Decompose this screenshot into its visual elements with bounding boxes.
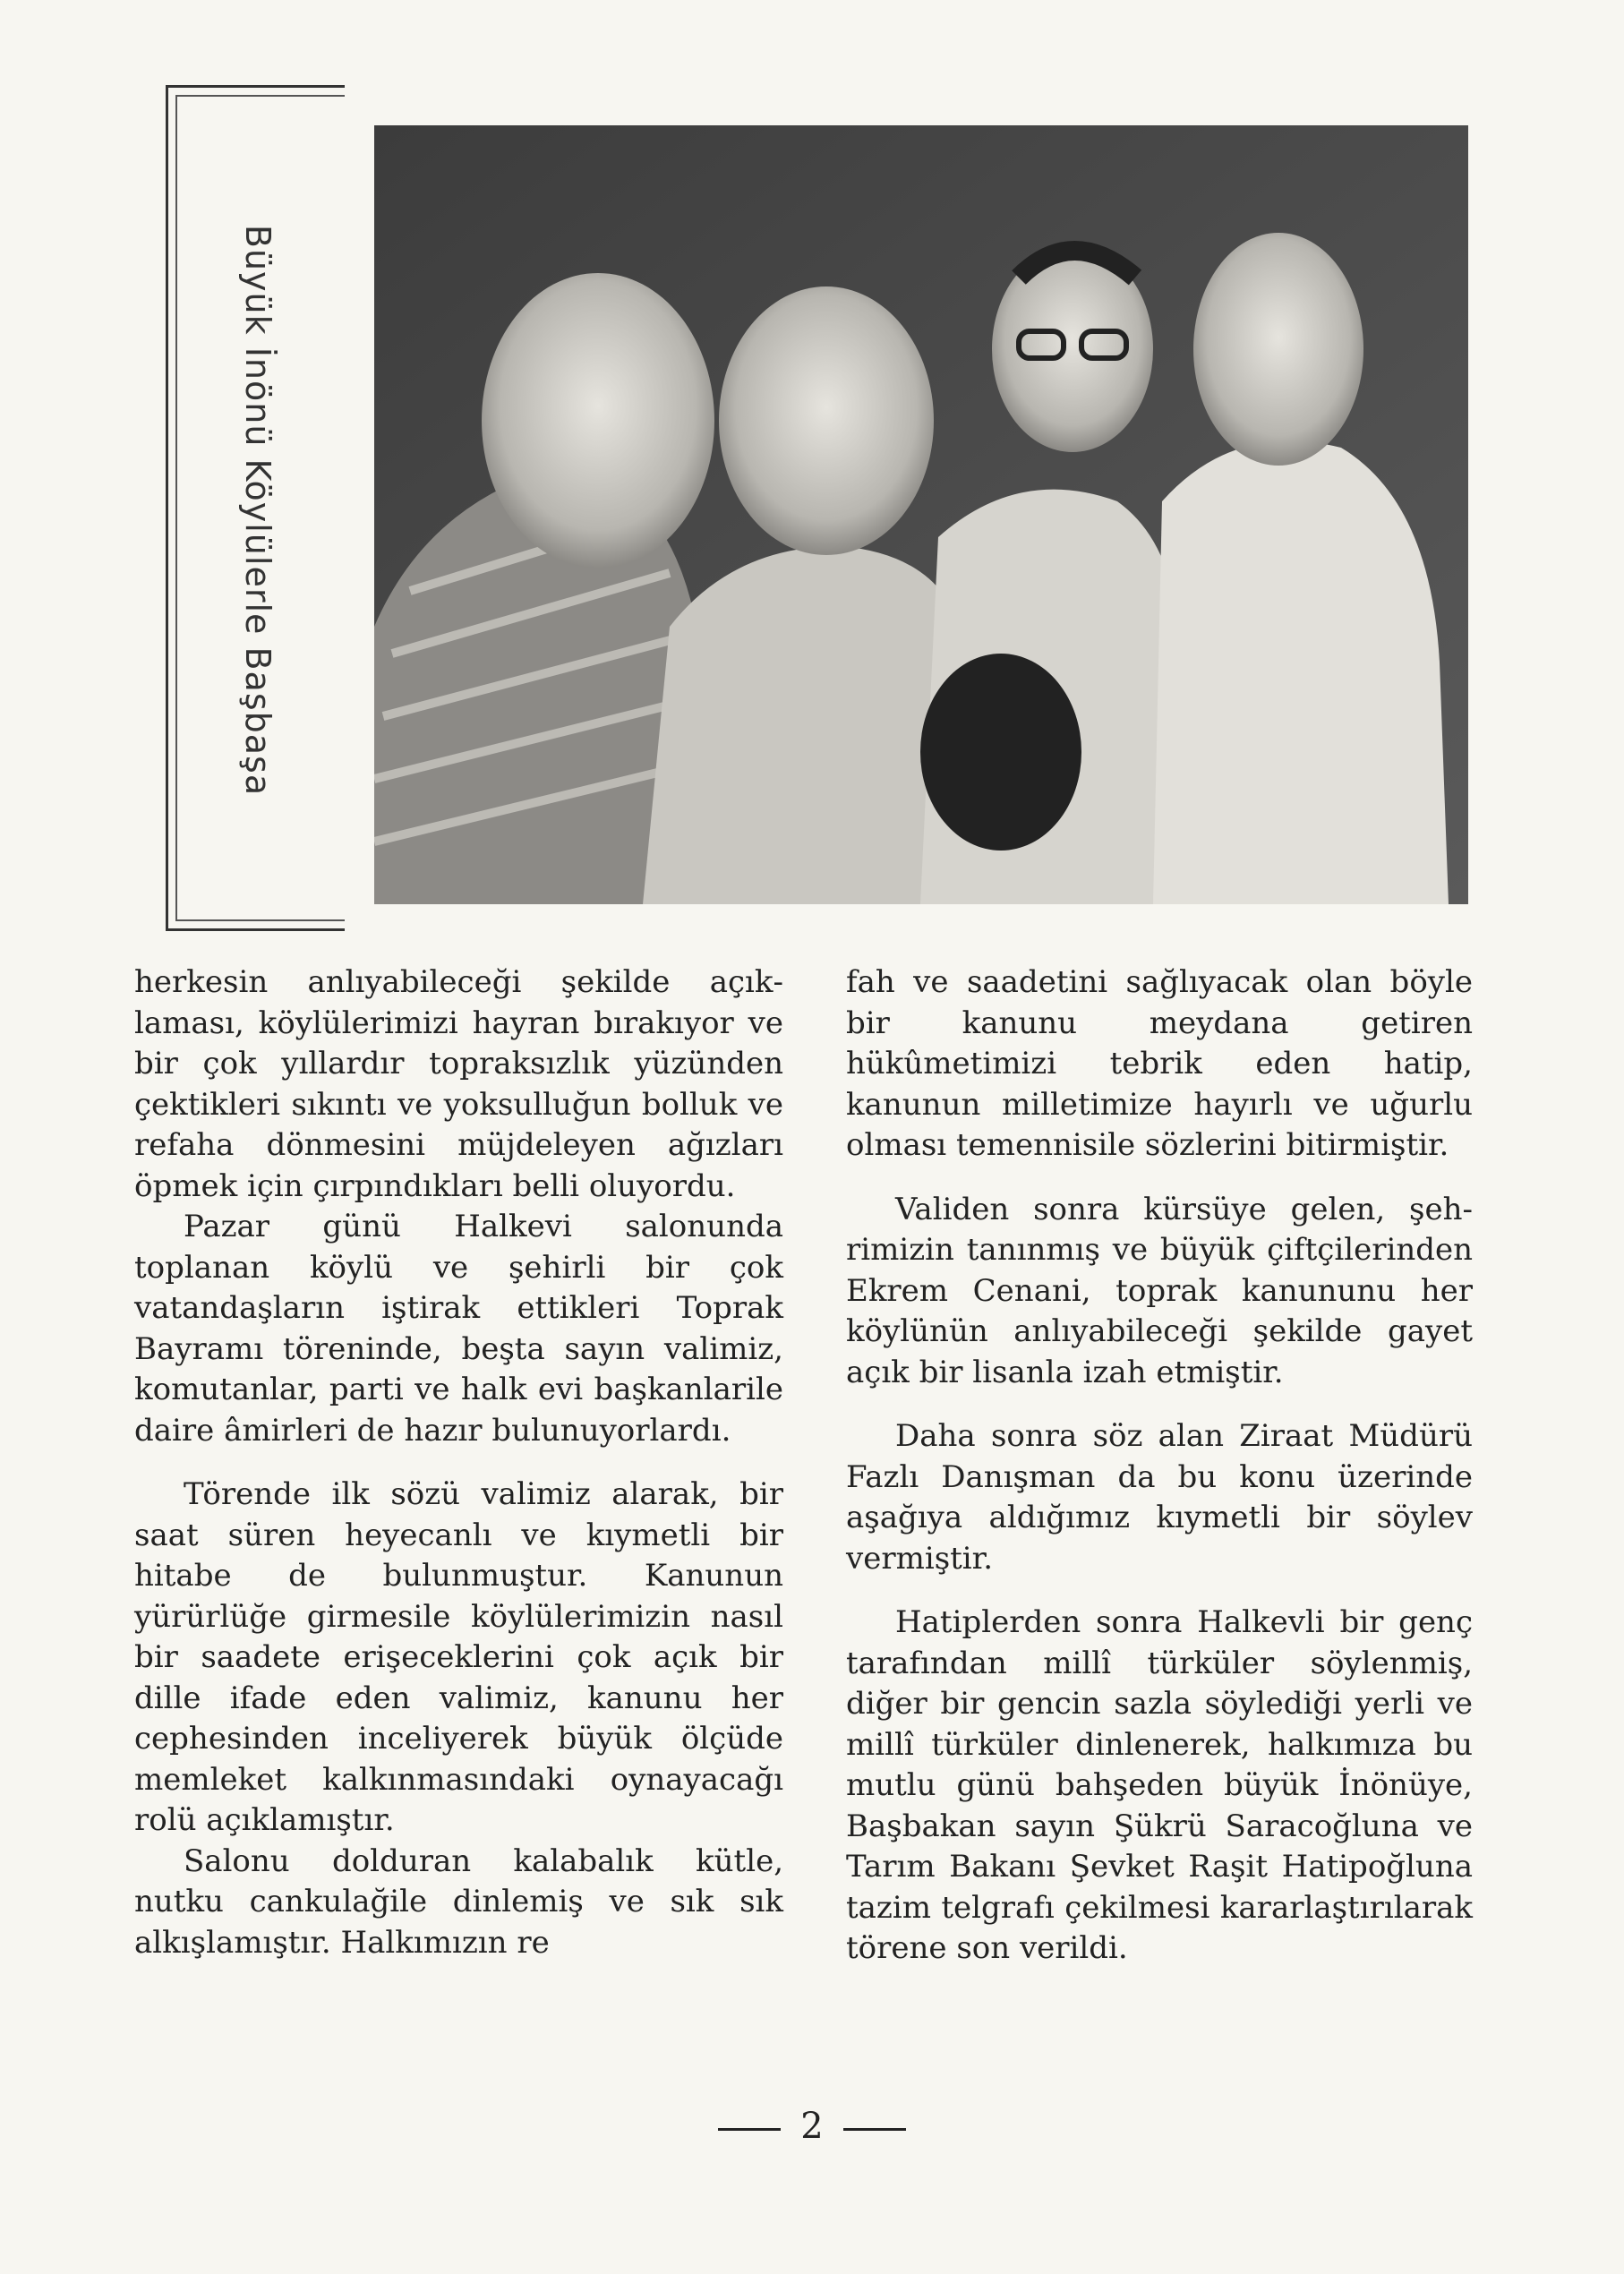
paragraph: fah ve saadetini sağlıyacak olan böyle bir kanunu meydana getiren hükûmetimizi tebrik eden hatip, kanunun milletimize hayırlı ve uğurlu olması temennisile sözlerini bitirmiştir. bbox=[846, 964, 1473, 1163]
paragraph: Törende ilk sözü valimiz alarak, bir saat süren heyecanlı ve kıymetli bir hitabe de bulunmuştur. Kanunun yürürlüğe girmesile köylülerimizin nasıl bir saadete erişeceklerini çok açık bir dille ifade eden valimiz, kanunu her cephesinden inceliyerek büyük ölçüde memleket kalkınmasındaki oynayacağı rolü açıklamıştır. bbox=[134, 1476, 783, 1838]
paragraph: Daha sonra söz alan Ziraat Müdürü Fazlı Danışman da bu konu üzerinde aşağıya aldığımız kıymetli bir söylev vermiştir. bbox=[846, 1418, 1473, 1577]
left-text-column bbox=[134, 962, 783, 1963]
paragraph: Salonu dolduran kalabalık kütle, nutku cankulağile dinlemiş ve sık sık alkışlamıştır. Halkımızın re bbox=[134, 1842, 783, 1961]
photo-caption: Büyük İnönü Köylülerle Başbaşa bbox=[238, 224, 278, 797]
paragraph: Pazar günü Halkevi salonunda toplanan köylü ve şehirli bir çok vatandaşların iştirak ettikleri Toprak Bayramı töreninde, beşta sayın valimiz, komutanlar, parti ve halk evi başkanlarile daire âmirleri de hazır bulunuyorlardı. bbox=[134, 1209, 783, 1449]
caption-box bbox=[166, 85, 345, 931]
right-text-column bbox=[846, 962, 1473, 1970]
paragraph: herkesin anlıyabileceği şekilde açıklaması, köylülerimizi hayran bırakıyor ve bir çok yıllardır topraksızlık yüzünden çektikleri sıkıntı ve yoksulluğun bolluk ve refaha dönmesini müjdeleyen ağızları öpmek için çırpındıkları belli oluyordu. bbox=[134, 964, 783, 1204]
paragraph: Validen sonra kürsüye gelen, şehrimizin tanınmış ve büyük çiftçilerinden Ekrem Cenani, toprak kanununu her köylünün anlıyabileceği şekilde gayet açık bir lisanla izah etmiştir. bbox=[846, 1191, 1473, 1390]
photo-image bbox=[374, 125, 1468, 904]
paragraph: Hatiplerden sonra Halkevli bir genç tarafından millî türküler söylenmiş, diğer bir gencin sazla söylediği yerli ve millî türküler dinlenerek, halkımıza bu mutlu günü bahşeden büyük İnönüye, Başbakan sayın Şükrü Saracoğluna ve Tarım Bakanı Şevket Raşit Hatipoğluna tazim telgrafı çekilmesi kararlaştırılarak törene son verildi. bbox=[846, 1604, 1473, 1966]
page-number-value: 2 bbox=[800, 2106, 824, 2147]
page-number bbox=[0, 2106, 1624, 2147]
news-photograph bbox=[374, 125, 1468, 904]
